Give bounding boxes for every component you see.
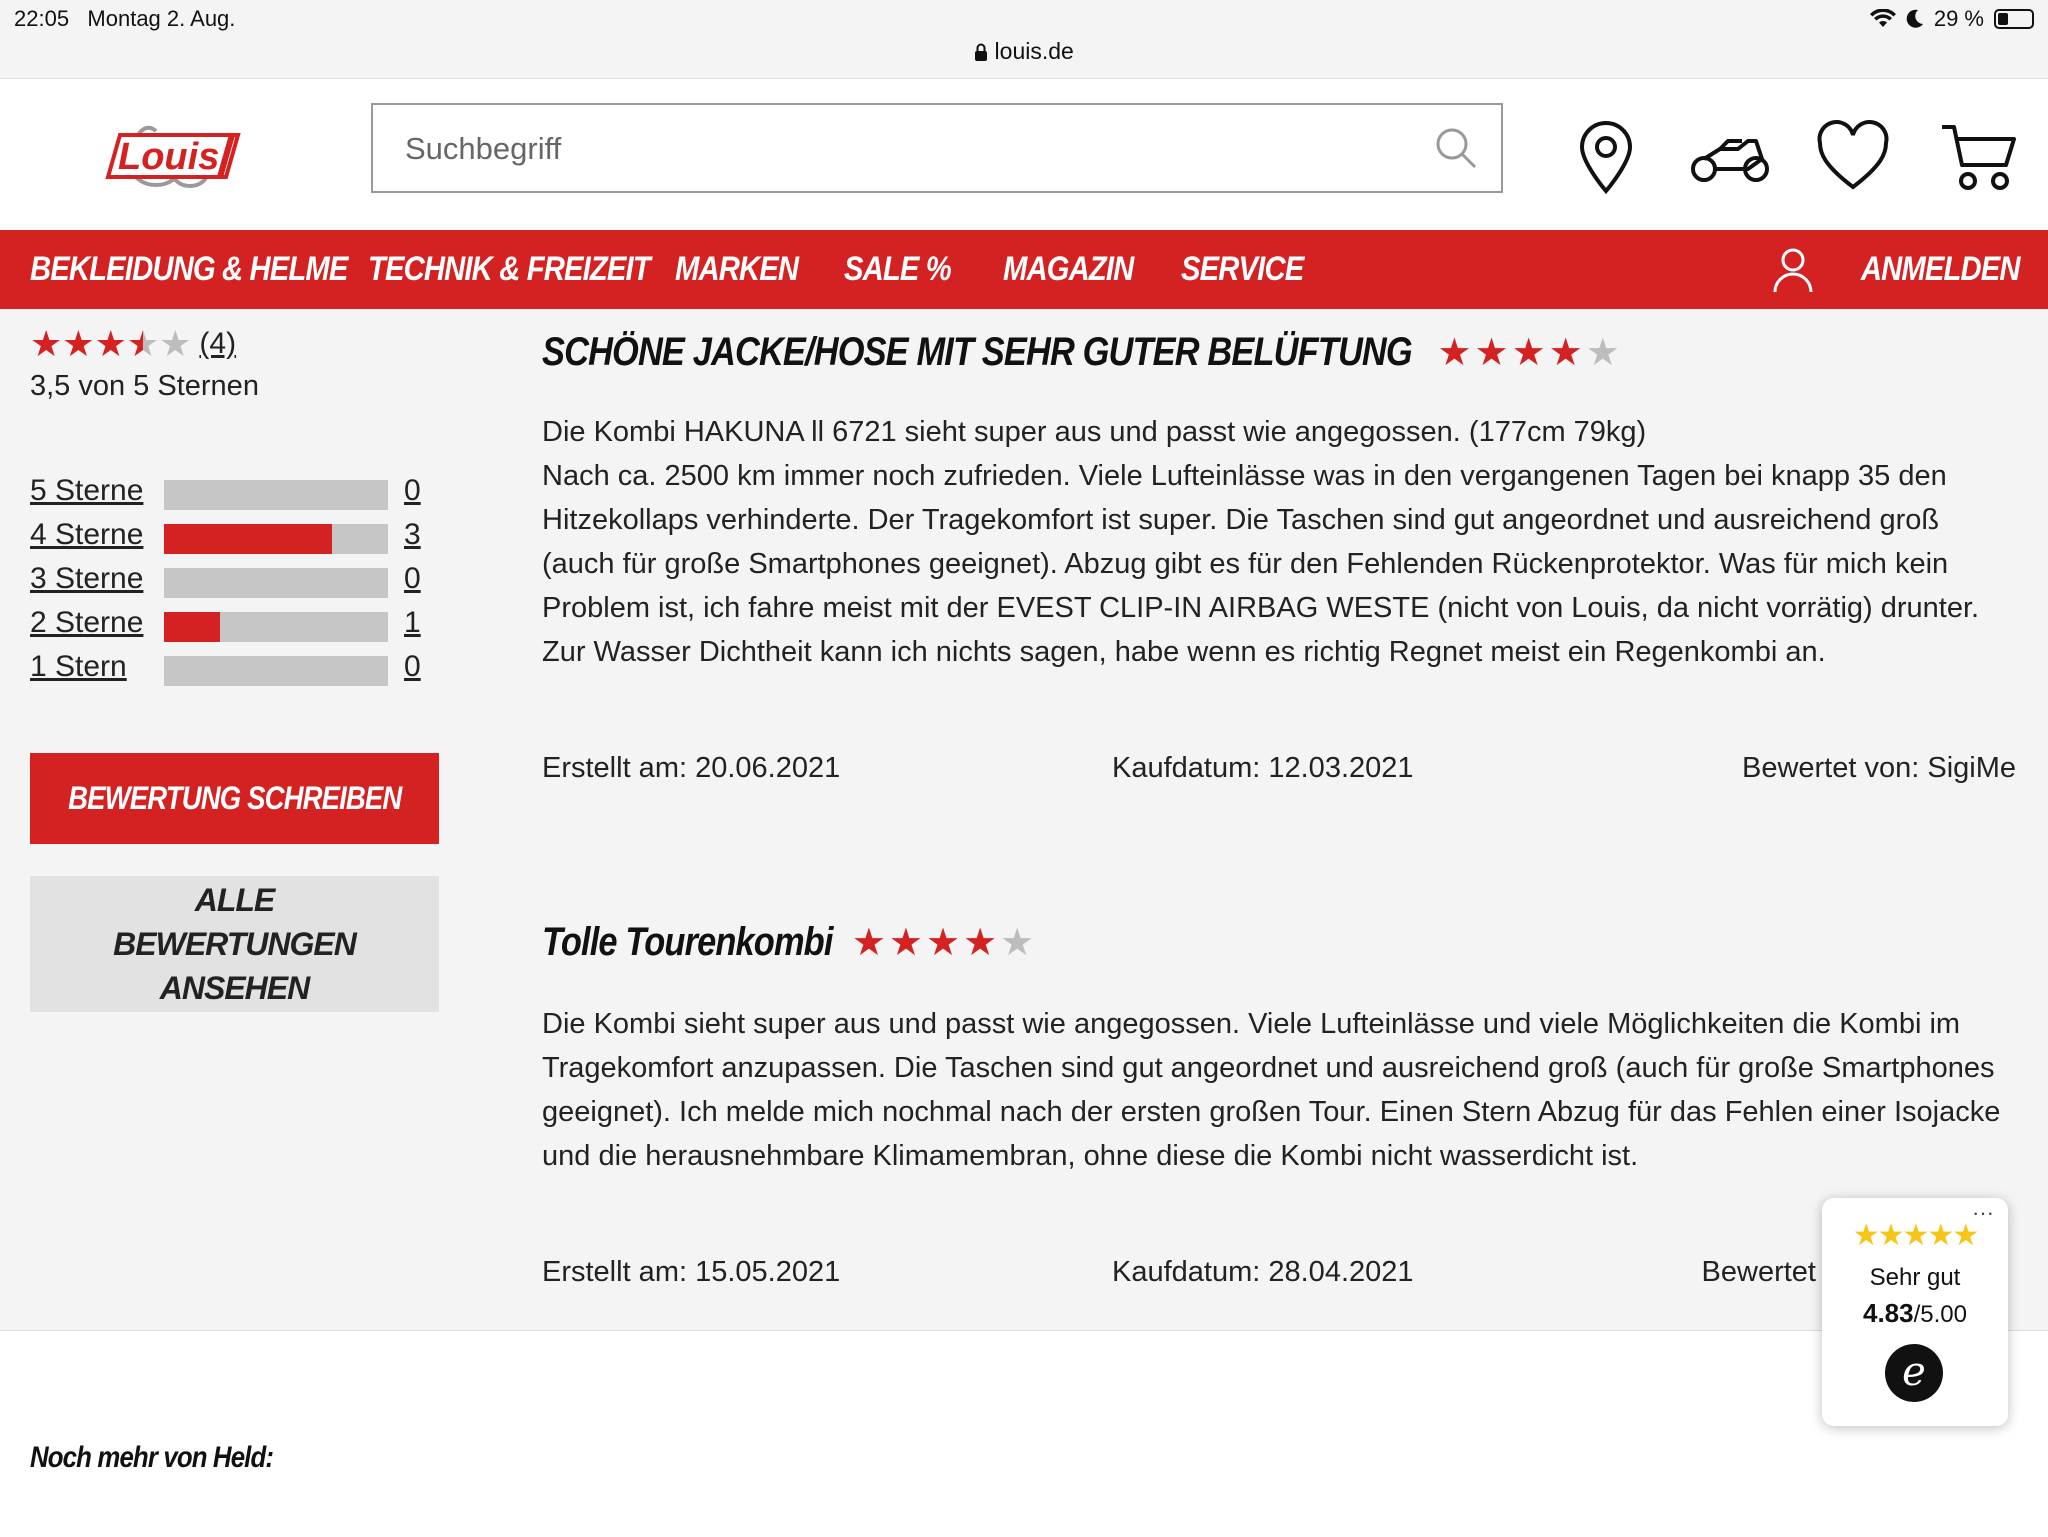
nav-item-technik[interactable] <box>368 230 696 309</box>
user-icon <box>1773 247 1813 293</box>
rating-count[interactable]: 0 <box>404 474 421 507</box>
rating-count[interactable]: 1 <box>404 606 421 639</box>
star-icon: ★ <box>94 323 127 364</box>
review-paragraph: Die Kombi HAKUNA ll 6721 sieht super aus und passt wie angegossen. (177cm 79kg) <box>542 416 1647 448</box>
all-reviews-button[interactable] <box>30 876 439 1012</box>
address-bar[interactable] <box>0 38 2048 65</box>
review-title <box>542 330 1623 375</box>
battery-icon <box>1994 9 2034 29</box>
review-paragraph: Zur Wasser Dichtheit kann ich nichts sagen, habe wenn es richtig Regnet meist ein Regenkombi an. <box>542 636 1826 668</box>
rating-count[interactable]: 3 <box>404 518 421 551</box>
review-title-text: Tolle Tourenkombi <box>542 920 833 964</box>
badge-label: Sehr gut <box>1869 1264 1961 1291</box>
rating-label[interactable]: 4 Sterne <box>30 518 144 551</box>
average-rating-text: 3,5 von 5 Sternen <box>30 370 259 402</box>
nav-label: SERVICE <box>1181 250 1304 288</box>
star-icon: ★ <box>62 323 95 364</box>
star-icon: ★ <box>963 921 998 964</box>
search-icon[interactable] <box>1435 127 1477 169</box>
review-author: Bewertet von: SigiMe <box>1741 752 2016 784</box>
review-paragraph: Nach ca. 2500 km immer noch zufrieden. Viele Lufteinlässe was in den vergangenen Tagen bei knapp 35 den Hitzekollaps verhinderte. Der Tragekomfort ist super. Die Taschen sind gut angeordnet und ausreichend groß (auch für große Smartphones geeignet). Abzug gibt es für den Fehlenden Rückenprotektor. Was für mich kein Problem ist, ich fahre meist mit der EVEST CLIP-IN AIRBAG WESTE (nicht von Louis, da nicht vorrätig) drunter. <box>542 460 1980 624</box>
heart-icon[interactable] <box>1816 119 1890 195</box>
star-icon: ★ <box>888 921 923 964</box>
review-stars <box>851 921 1037 964</box>
nav-label: SALE % <box>844 250 951 288</box>
half-star-icon: ★ <box>126 323 160 364</box>
status-indicators <box>1870 6 2034 32</box>
rating-label[interactable]: 1 Stern <box>30 650 127 683</box>
logo-graphic <box>98 119 246 197</box>
badge-score-value: 4.83 <box>1863 1298 1914 1328</box>
review-purchase-date: Kaufdatum: 28.04.2021 <box>1112 1256 1414 1288</box>
date: Montag 2. Aug. <box>87 6 236 31</box>
more-products-title-text: Noch mehr von Held: <box>30 1441 274 1474</box>
badge-score-max: /5.00 <box>1913 1301 1967 1328</box>
rating-count[interactable]: 0 <box>404 562 421 595</box>
star-icon: ★ <box>1000 921 1035 964</box>
battery-percent: 29 % <box>1933 6 1984 31</box>
star-icon: ★ <box>1548 331 1583 374</box>
star-icon: ★ <box>159 323 192 364</box>
search-box[interactable] <box>371 103 1503 193</box>
nav-item-service[interactable] <box>1181 230 1323 309</box>
review-paragraph: Die Kombi sieht super aus und passt wie angegossen. Viele Lufteinlässe und viele Möglichkeiten die Kombi im Tragekomfort anzupassen. Die Taschen sind gut angeordnet und ausreichend groß (auch für große Smartphones geeignet). Ich melde mich nochmal nach der ersten großen Tour. Einen Stern Abzug für das Fehlen einer Isojacke und die herausnehmbare Klimamembran, ohne diese die Kombi nicht wasserdicht ist. <box>542 1008 2001 1172</box>
star-icon: ★ <box>925 921 961 964</box>
nav-item-magazin[interactable] <box>1003 230 1155 309</box>
rating-bar <box>164 480 388 510</box>
star-icon: ★ <box>1511 331 1546 374</box>
nav-label: TECHNIK & FREIZEIT <box>368 250 650 288</box>
review-title-text: SCHÖNE JACKE/HOSE MIT SEHR GUTER BELÜFTUNG <box>542 330 1412 374</box>
nav-item-bekleidung[interactable] <box>30 230 399 309</box>
search-input[interactable] <box>403 105 1407 193</box>
more-options-icon[interactable]: ··· <box>1972 1200 1994 1225</box>
rating-count[interactable]: 0 <box>404 650 421 683</box>
rating-label[interactable]: 3 Sterne <box>30 562 144 595</box>
rating-label[interactable]: 5 Sterne <box>30 474 144 507</box>
nav-label: MARKEN <box>675 250 799 288</box>
review-body <box>542 410 2012 674</box>
review-created-date: Erstellt am: 15.05.2021 <box>542 1256 841 1288</box>
clock: 22:05 <box>14 6 70 31</box>
nav-label: BEKLEIDUNG & HELME <box>30 250 348 288</box>
url-text: louis.de <box>994 38 1074 64</box>
summary-stars <box>30 323 237 364</box>
badge-score <box>1822 1298 2008 1329</box>
rating-bar <box>164 568 388 598</box>
more-products-title <box>30 1441 313 1475</box>
write-review-label: BEWERTUNG SCHREIBEN <box>67 780 402 816</box>
lock-icon <box>974 43 988 61</box>
rating-bar <box>164 524 388 554</box>
main-navigation <box>0 230 2048 309</box>
moon-icon <box>1906 9 1924 29</box>
nav-label: MAGAZIN <box>1003 250 1134 288</box>
badge-stars: ★★★★★ <box>1852 1219 1978 1252</box>
logo-text: Louis <box>118 136 220 178</box>
star-icon: ★ <box>1474 331 1509 374</box>
star-icon: ★ <box>851 921 886 964</box>
site-header <box>0 78 2048 231</box>
all-reviews-label: ALLE BEWERTUNGEN ANSEHEN <box>113 882 356 1006</box>
review-body <box>542 1002 2012 1178</box>
status-time <box>14 6 235 32</box>
review-count-link[interactable]: (4) <box>199 327 237 360</box>
rating-label[interactable]: 2 Sterne <box>30 606 144 639</box>
star-icon: ★ <box>1437 331 1472 374</box>
more-products-section <box>0 1330 2048 1537</box>
motorcycle-icon[interactable] <box>1690 119 1770 195</box>
write-review-button[interactable] <box>30 753 439 844</box>
wifi-icon <box>1870 9 1896 29</box>
nav-item-marken[interactable] <box>675 230 818 309</box>
rating-bar-fill <box>164 612 220 642</box>
louis-logo[interactable] <box>98 119 246 197</box>
trusted-shops-logo: e <box>1885 1344 1943 1402</box>
star-icon: ★ <box>30 323 63 364</box>
star-icon: ★ <box>1585 331 1620 374</box>
review-author: Bewertet <box>1701 1256 1816 1288</box>
review-purchase-date: Kaufdatum: 12.03.2021 <box>1112 752 1414 784</box>
nav-item-sale[interactable] <box>844 230 968 309</box>
login-label: ANMELDEN <box>1861 250 2020 288</box>
review-stars <box>1437 331 1622 374</box>
location-icon[interactable] <box>1568 119 1644 195</box>
status-bar <box>0 0 2048 78</box>
rating-bar <box>164 656 388 686</box>
login-button[interactable] <box>1773 230 2020 309</box>
review-title <box>542 920 1037 965</box>
rating-bar-fill <box>164 524 332 554</box>
rating-bar <box>164 612 388 642</box>
trust-badge[interactable] <box>1822 1198 2008 1426</box>
review-created-date: Erstellt am: 20.06.2021 <box>542 752 841 784</box>
cart-icon[interactable] <box>1940 119 2018 195</box>
